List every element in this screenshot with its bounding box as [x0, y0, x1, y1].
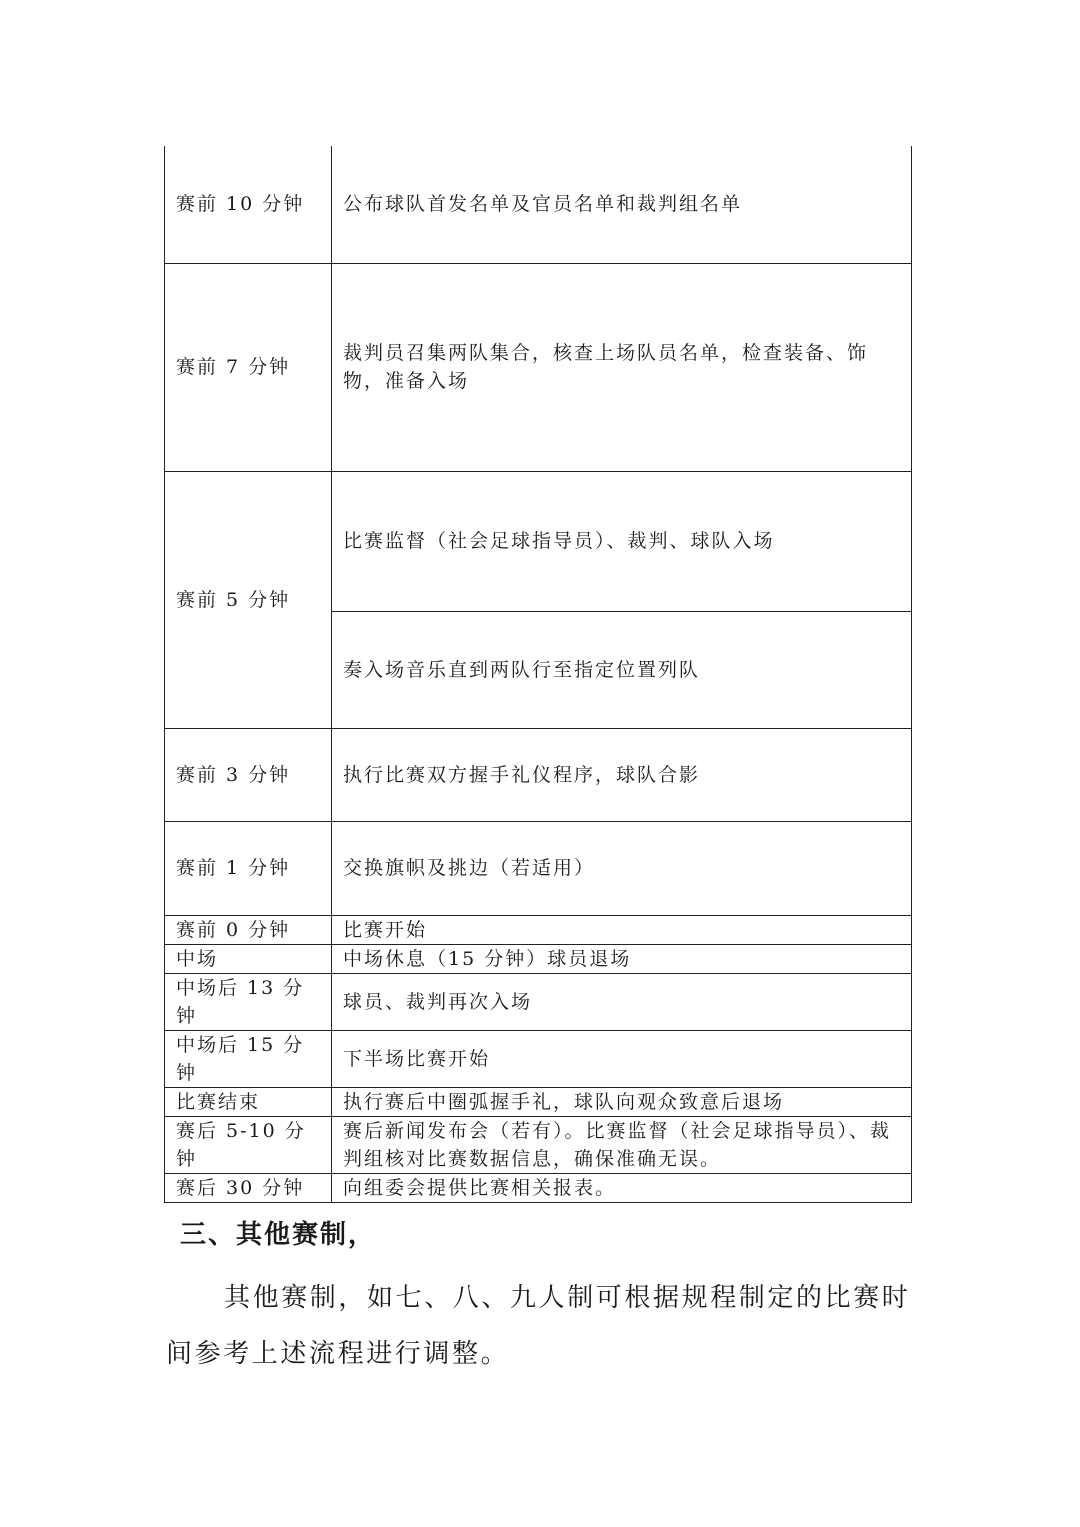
- section-heading: 三、其他赛制，: [180, 1220, 377, 1250]
- table-row: [165, 821, 912, 915]
- table-row: [165, 728, 912, 821]
- table-row: [165, 915, 912, 944]
- time-cell: 中场后 13 分钟: [165, 973, 332, 1030]
- event-cell: 比赛监督（社会足球指导员）、裁判、球队入场: [332, 471, 912, 611]
- table-row: [165, 944, 912, 973]
- time-cell: 赛前 5 分钟: [165, 471, 332, 728]
- event-cell: 比赛开始: [332, 915, 912, 944]
- time-cell: 赛后 30 分钟: [165, 1173, 332, 1202]
- event-cell: 下半场比赛开始: [332, 1030, 912, 1087]
- time-cell: 赛前 3 分钟: [165, 728, 332, 821]
- time-cell: 赛前 1 分钟: [165, 821, 332, 915]
- section-body-paragraph: 其他赛制，如七、八、九人制可根据规程制定的比赛时间参考上述流程进行调整。: [166, 1283, 911, 1369]
- table-row: [165, 146, 912, 263]
- time-cell: 中场后 15 分钟: [165, 1030, 332, 1087]
- event-cell: 裁判员召集两队集合，核查上场队员名单，检查装备、饰物，准备入场: [332, 263, 912, 471]
- table-row: [165, 973, 912, 1030]
- time-cell: 比赛结束: [165, 1087, 332, 1116]
- event-cell: 球员、裁判再次入场: [332, 973, 912, 1030]
- event-cell: 向组委会提供比赛相关报表。: [332, 1173, 912, 1202]
- table-row: [165, 1173, 912, 1202]
- time-cell: 赛前 0 分钟: [165, 915, 332, 944]
- event-cell: 赛后新闻发布会（若有）。比赛监督（社会足球指导员）、裁判组核对比赛数据信息，确保准确无误。: [332, 1116, 912, 1173]
- time-cell: 赛前 7 分钟: [165, 263, 332, 471]
- time-cell: 赛后 5-10 分钟: [165, 1116, 332, 1173]
- table-row: [165, 1087, 912, 1116]
- time-cell: 赛前 10 分钟: [165, 146, 332, 263]
- event-cell: 公布球队首发名单及官员名单和裁判组名单: [332, 146, 912, 263]
- time-cell: 中场: [165, 944, 332, 973]
- event-cell: 交换旗帜及挑边（若适用）: [332, 821, 912, 915]
- table-row: [165, 1116, 912, 1173]
- match-schedule-table: [164, 146, 912, 1203]
- event-cell: 执行赛后中圈弧握手礼，球队向观众致意后退场: [332, 1087, 912, 1116]
- event-cell: 执行比赛双方握手礼仪程序，球队合影: [332, 728, 912, 821]
- table-row: [165, 1030, 912, 1087]
- event-cell: 中场休息（15 分钟）球员退场: [332, 944, 912, 973]
- event-cell: 奏入场音乐直到两队行至指定位置列队: [332, 611, 912, 728]
- table-row: [165, 471, 912, 611]
- table-row: [165, 263, 912, 471]
